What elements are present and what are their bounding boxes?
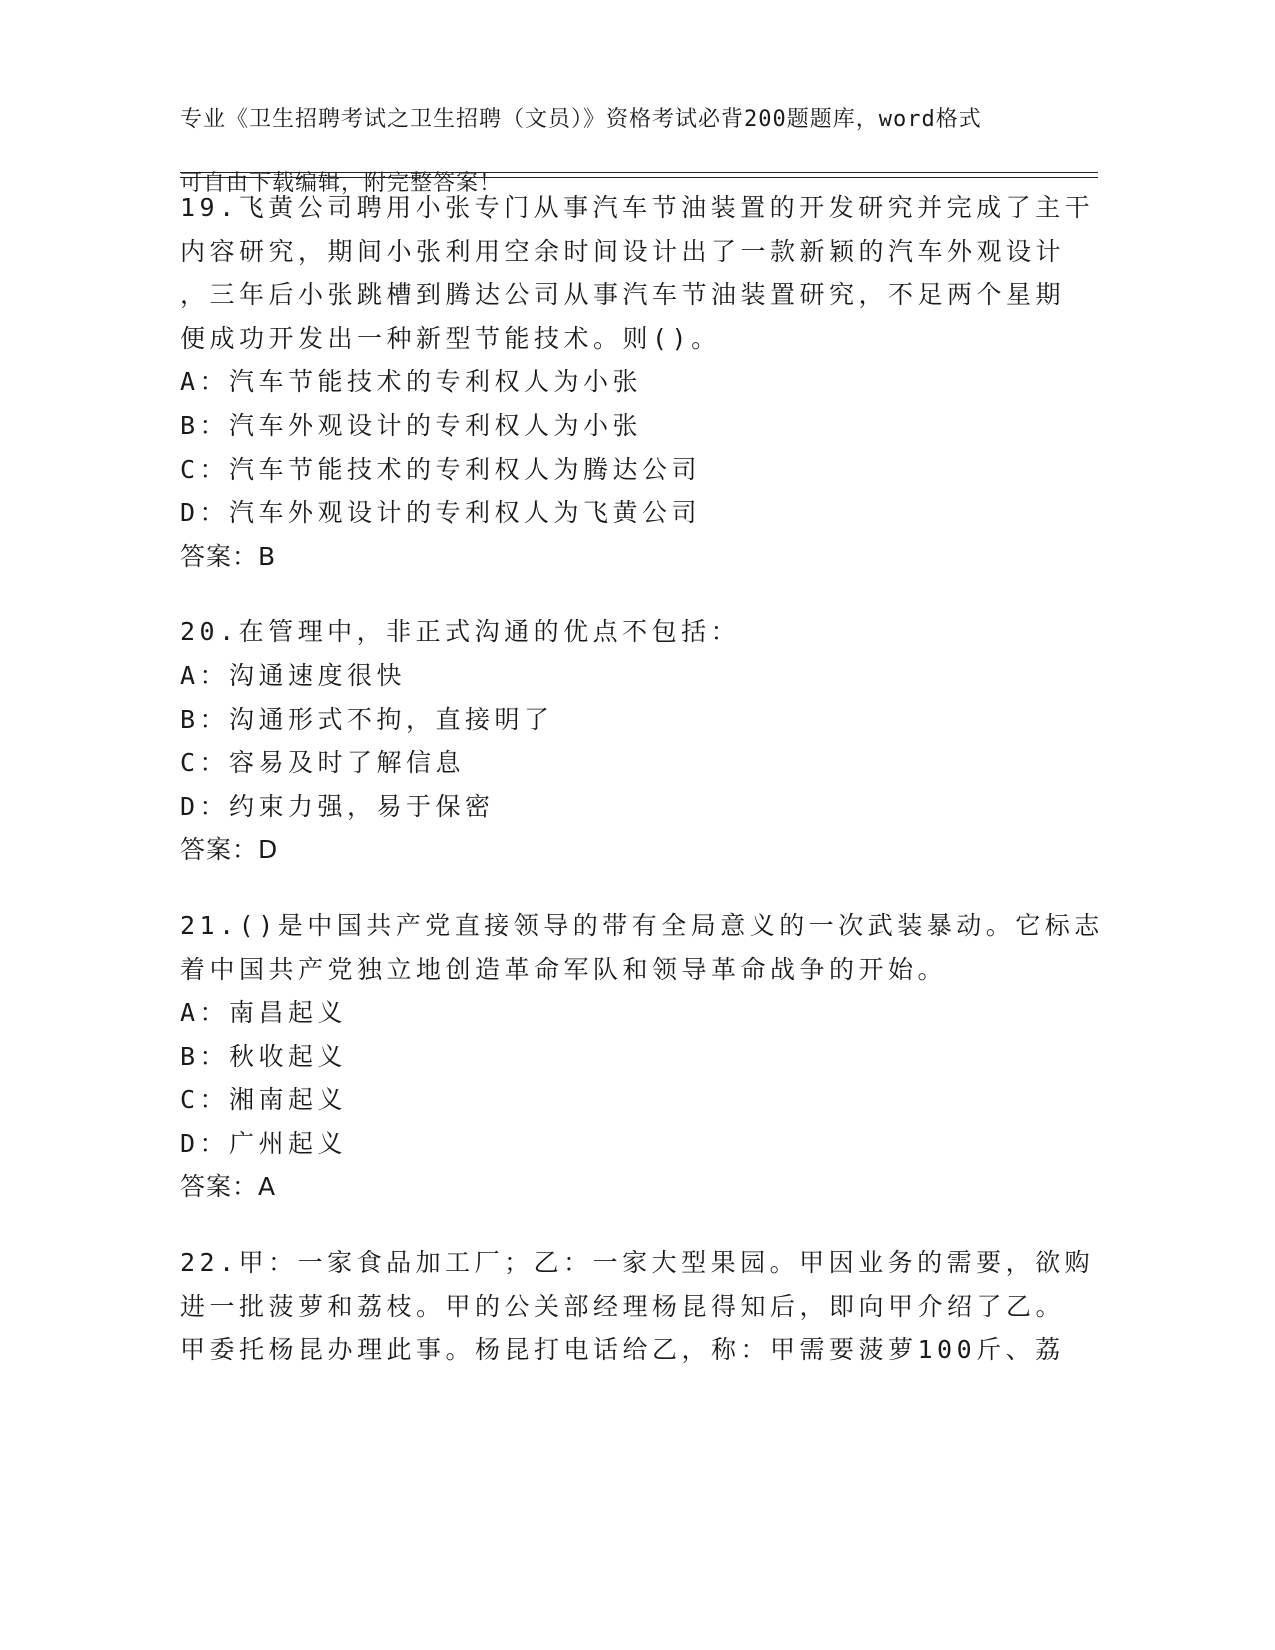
question-stem-line: 便成功开发出一种新型节能技术。则()。 <box>180 323 721 353</box>
question-20 <box>180 610 1060 872</box>
option-d: D：广州起义 <box>180 1128 348 1158</box>
option-d: D：汽车外观设计的专利权人为飞黄公司 <box>180 498 702 528</box>
option-c: C：湘南起义 <box>180 1085 348 1115</box>
question-stem-line: ，三年后小张跳槽到腾达公司从事汽车节油装置研究，不足两个星期 <box>180 280 1066 310</box>
question-stem-line: 着中国共产党独立地创造革命军队和领导革命战争的开始。 <box>180 954 948 984</box>
header-line: 专业《卫生招聘考试之卫生招聘（文员）》资格考试必背200题题库，word格式 <box>180 107 982 132</box>
option-a: A：南昌起义 <box>180 998 348 1028</box>
question-stem-line: 甲委托杨昆办理此事。杨昆打电话给乙，称：甲需要菠萝100斤、荔 <box>180 1335 1065 1365</box>
header-divider <box>180 177 1098 178</box>
question-19 <box>180 186 1095 578</box>
question-stem-line: 19.飞黄公司聘用小张专门从事汽车节油装置的开发研究并完成了主干 <box>180 193 1095 222</box>
header-line: 可自由下载编辑，附完整答案！ <box>180 171 503 196</box>
question-22 <box>180 1241 1095 1372</box>
header-divider <box>180 172 1098 173</box>
option-d: D：约束力强，易于保密 <box>180 791 495 821</box>
option-b: B：汽车外观设计的专利权人为小张 <box>180 410 643 440</box>
question-stem-line: 21.()是中国共产党直接领导的带有全局意义的一次武装暴动。它标志 <box>180 910 1104 940</box>
option-b: B：沟通形式不拘，直接明了 <box>180 704 554 734</box>
question-stem-line: 20.在管理中，非正式沟通的优点不包括： <box>180 617 741 647</box>
question-21 <box>180 904 1104 1209</box>
option-b: B：秋收起义 <box>180 1041 348 1071</box>
option-a: A：沟通速度很快 <box>180 660 407 690</box>
option-c: C：汽车节能技术的专利权人为腾达公司 <box>180 454 702 484</box>
answer-line: 答案：D <box>180 835 279 865</box>
answer-line: 答案：B <box>180 541 277 571</box>
question-stem-line: 内容研究，期间小张利用空余时间设计出了一款新颖的汽车外观设计 <box>180 236 1066 266</box>
answer-line: 答案：A <box>180 1172 277 1202</box>
option-a: A：汽车节能技术的专利权人为小张 <box>180 367 643 397</box>
option-c: C：容易及时了解信息 <box>180 748 466 778</box>
question-stem-line: 22.甲：一家食品加工厂；乙：一家大型果园。甲因业务的需要，欲购 <box>180 1248 1095 1278</box>
question-stem-line: 进一批菠萝和荔枝。甲的公关部经理杨昆得知后，即向甲介绍了乙。 <box>180 1291 1066 1321</box>
question-list <box>180 186 1104 1404</box>
